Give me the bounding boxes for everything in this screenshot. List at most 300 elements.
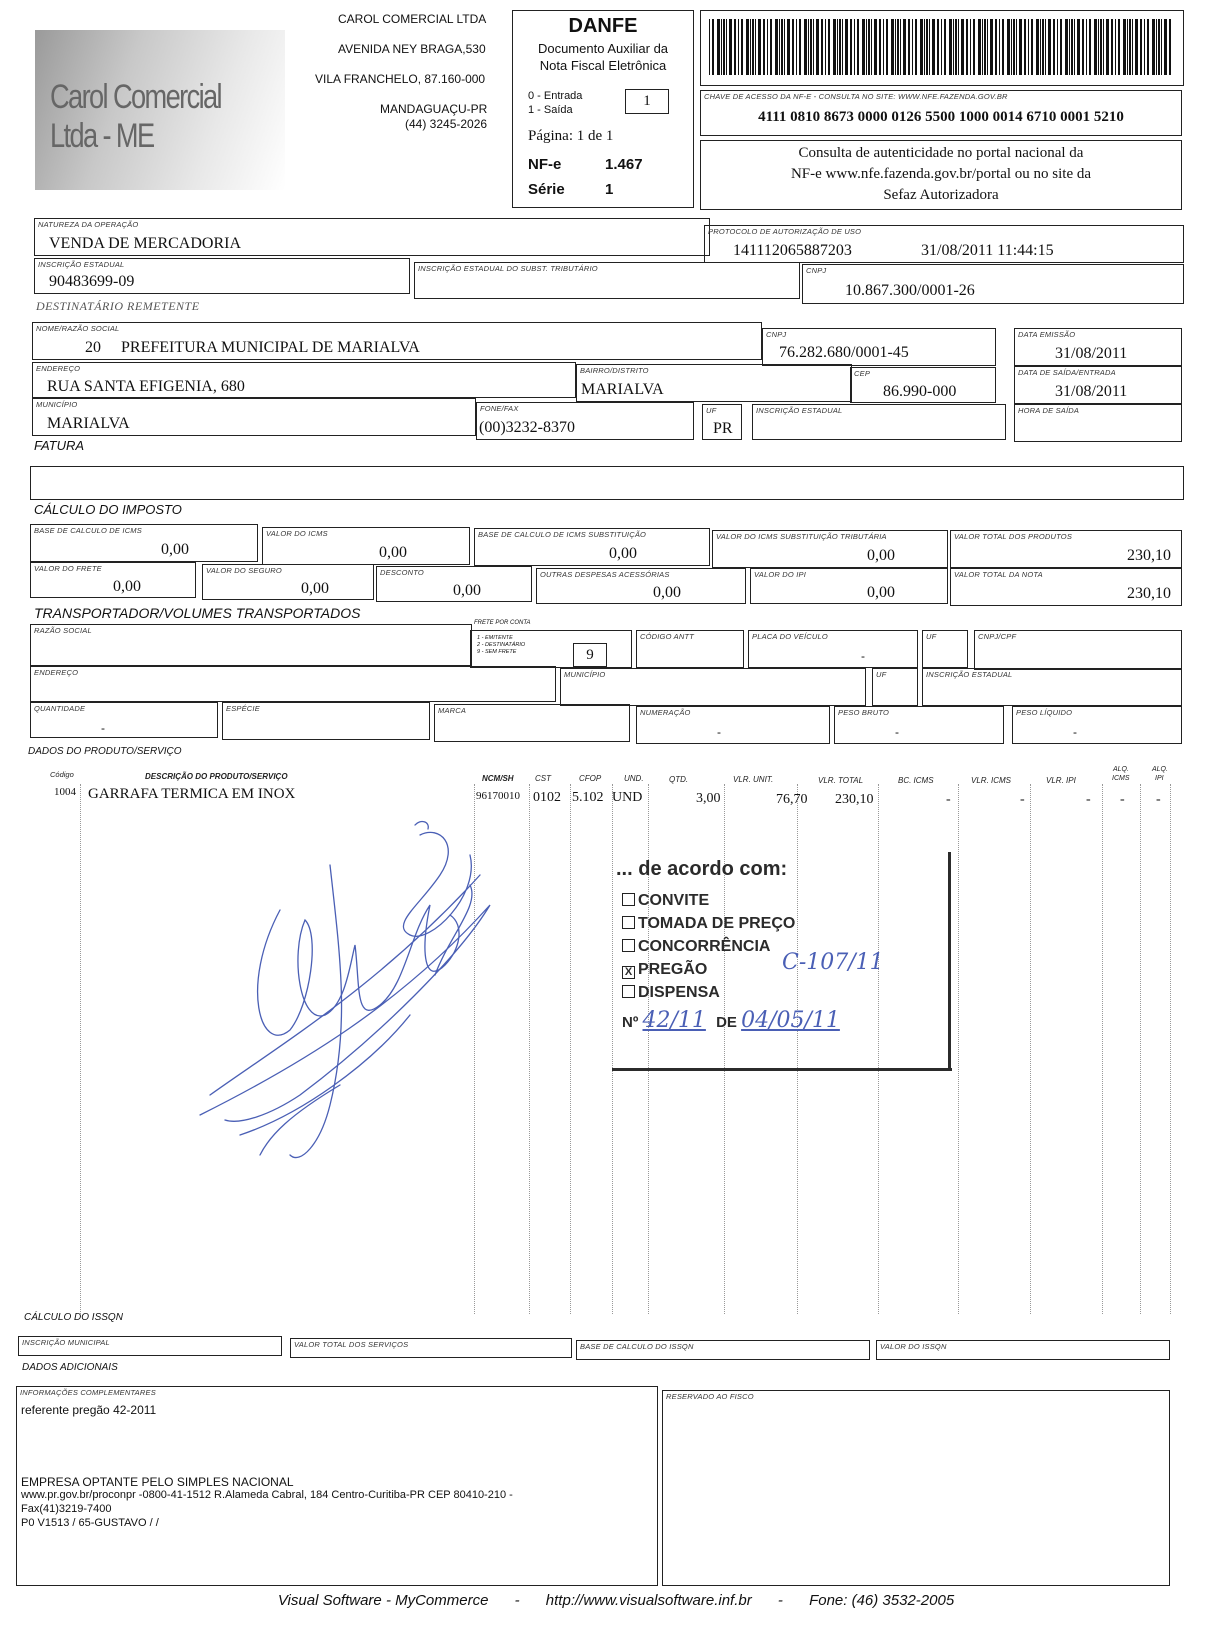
stamp-date-value: 04/05/11 bbox=[741, 1008, 840, 1033]
barcode-bar bbox=[908, 19, 910, 75]
col-und: UND. bbox=[624, 774, 644, 783]
stamp-option-tomada bbox=[622, 915, 795, 933]
barcode-bar bbox=[1161, 19, 1162, 75]
barcode-bar bbox=[903, 19, 906, 75]
access-key-box bbox=[700, 90, 1182, 136]
barcode-bar bbox=[758, 19, 761, 75]
endereco-box bbox=[32, 362, 576, 398]
info-label: INFORMAÇÕES COMPLEMENTARES bbox=[20, 1388, 156, 1397]
barcode-bar bbox=[1057, 19, 1058, 75]
access-key: 4111 0810 8673 0000 0126 5500 1000 0014 6710 0001 5210 bbox=[758, 109, 1124, 125]
barcode-bar bbox=[763, 19, 765, 75]
additional-section: DADOS ADICIONAIS bbox=[22, 1362, 118, 1373]
stamp-frame-right bbox=[948, 852, 951, 1071]
ipi-box bbox=[750, 568, 948, 604]
stamp-ref-handwritten: C-107/11 bbox=[782, 950, 884, 975]
col-divider bbox=[570, 784, 571, 1314]
peso-liq-value: - bbox=[1073, 725, 1077, 739]
barcode-bar bbox=[1152, 19, 1155, 75]
barcode-bar bbox=[723, 19, 725, 75]
stamp-no-value: 42/11 bbox=[642, 1008, 706, 1033]
fone-label: FONE/FAX bbox=[480, 404, 519, 413]
nfe-label: NF-e bbox=[528, 156, 562, 173]
barcode-bar bbox=[1140, 19, 1142, 75]
barcode-bar bbox=[1127, 19, 1128, 75]
footer-sep-2: - bbox=[777, 1592, 783, 1609]
barcode-bar bbox=[709, 19, 710, 75]
stamp-frame-bottom bbox=[612, 1068, 952, 1071]
ie-value: 90483699-09 bbox=[49, 273, 135, 290]
col-qtd: QTD. bbox=[669, 775, 689, 784]
barcode-bar bbox=[953, 19, 954, 75]
barcode-bar bbox=[1111, 19, 1113, 75]
antt-box bbox=[636, 630, 744, 668]
licitacao-stamp bbox=[612, 848, 952, 1080]
barcode-bar bbox=[1144, 19, 1145, 75]
pagina: Página: 1 de 1 bbox=[528, 128, 614, 144]
company-logo bbox=[35, 30, 285, 190]
barcode-bar bbox=[1082, 19, 1084, 75]
numeracao-label: NUMERAÇÃO bbox=[640, 708, 691, 717]
emitter-district: VILA FRANCHELO, 87.160-000 bbox=[315, 72, 486, 86]
danfe-title: DANFE bbox=[568, 15, 638, 37]
frete-value-box bbox=[573, 643, 607, 667]
barcode-bar bbox=[1002, 19, 1004, 75]
info-line-2: EMPRESA OPTANTE PELO SIMPLES NACIONAL bbox=[21, 1475, 294, 1489]
especie-label: ESPÉCIE bbox=[226, 704, 260, 713]
logo-text: Carol Comercial Ltda - ME bbox=[50, 78, 221, 155]
transp-municipio-box bbox=[560, 668, 866, 706]
peso-liq-box bbox=[1012, 706, 1182, 744]
col-vlr-ipi: VLR. IPI bbox=[1046, 776, 1076, 785]
barcode-bar bbox=[799, 19, 801, 75]
municipio-label: MUNICÍPIO bbox=[36, 400, 78, 409]
barcode-bar bbox=[781, 19, 783, 75]
footer bbox=[0, 1592, 1232, 1609]
barcode-bar bbox=[1094, 19, 1097, 75]
desconto-label: DESCONTO bbox=[380, 568, 424, 577]
row-vipi: - bbox=[1086, 792, 1091, 807]
col-descricao: DESCRIÇÃO DO PRODUTO/SERVIÇO bbox=[145, 772, 288, 781]
im-label: INSCRIÇÃO MUNICIPAL bbox=[22, 1338, 110, 1347]
barcode-bar bbox=[1147, 19, 1149, 75]
barcode-bar bbox=[1077, 19, 1080, 75]
base-st-value: 0,00 bbox=[609, 545, 637, 562]
transp-endereco-box bbox=[30, 666, 556, 702]
issqn-base-label: BASE DE CALCULO DO ISSQN bbox=[580, 1342, 694, 1351]
marca-label: MARCA bbox=[438, 706, 467, 715]
barcode-bar bbox=[712, 19, 714, 75]
recipient-name: PREFEITURA MUNICIPAL DE MARIALVA bbox=[121, 339, 420, 356]
emitter-cnpj-box bbox=[802, 264, 1184, 304]
especie-box bbox=[222, 702, 430, 740]
barcode-bar bbox=[813, 19, 814, 75]
barcode-bar bbox=[868, 19, 870, 75]
barcode-bar bbox=[920, 19, 923, 75]
footer-site[interactable]: http://www.visualsoftware.inf.br bbox=[545, 1592, 752, 1609]
barcode-bar bbox=[738, 19, 739, 75]
access-key-label: CHAVE DE ACESSO DA NF-E - CONSULTA NO SITE: WWW.NFE.FAZENDA.GOV.BR bbox=[704, 92, 1008, 101]
info-line-4: Fax(41)3219-7400 bbox=[21, 1503, 112, 1515]
col-alq-icms-1: ALQ. bbox=[1113, 766, 1129, 773]
footer-sep-1: - bbox=[514, 1592, 520, 1609]
peso-bruto-box bbox=[834, 706, 1004, 744]
col-bc-icms: BC. ICMS bbox=[898, 776, 934, 785]
barcode-bar bbox=[839, 19, 841, 75]
col-alq-icms-2: ICMS bbox=[1112, 775, 1130, 782]
hora-label: HORA DE SAÍDA bbox=[1018, 406, 1080, 415]
placa-box bbox=[748, 630, 918, 668]
uf-value: PR bbox=[713, 420, 733, 437]
ie-st-box bbox=[414, 262, 800, 299]
total-prod-value: 230,10 bbox=[1127, 547, 1171, 564]
row-cfop: 5.102 bbox=[572, 790, 604, 805]
frete-value: 9 bbox=[586, 647, 594, 663]
col-ncm: NCM/SH bbox=[482, 774, 514, 783]
row-codigo: 1004 bbox=[54, 786, 76, 798]
saida-label: 1 - Saída bbox=[528, 104, 573, 116]
col-divider bbox=[1170, 784, 1171, 1314]
barcode-bar bbox=[755, 19, 756, 75]
signature-scribble bbox=[180, 815, 510, 1185]
recipient-cnpj-label: CNPJ bbox=[766, 330, 787, 339]
ie-box bbox=[34, 258, 410, 294]
barcode-bar bbox=[1028, 19, 1029, 75]
barcode-bar bbox=[1135, 19, 1138, 75]
valor-st-value: 0,00 bbox=[867, 547, 895, 564]
barcode-bar bbox=[926, 19, 928, 75]
row-cst: 0102 bbox=[533, 790, 561, 805]
barcode-bar bbox=[721, 19, 722, 75]
barcode-bar bbox=[1042, 19, 1044, 75]
transp-cnpj-label: CNPJ/CPF bbox=[978, 632, 1017, 641]
col-unit: VLR. UNIT. bbox=[733, 775, 774, 784]
recipient-section: DESTINATÁRIO REMETENTE bbox=[36, 299, 200, 313]
municipio-box bbox=[32, 398, 476, 436]
barcode-bar bbox=[775, 19, 778, 75]
outras-label: OUTRAS DESPESAS ACESSÓRIAS bbox=[540, 570, 670, 579]
barcode-bar bbox=[897, 19, 899, 75]
info-box bbox=[16, 1386, 658, 1586]
barcode-bar bbox=[1031, 19, 1033, 75]
barcode-bar bbox=[1053, 19, 1055, 75]
transp-endereco-label: ENDEREÇO bbox=[34, 668, 79, 677]
checkbox-icon bbox=[622, 985, 635, 998]
barcode-bar bbox=[1169, 19, 1171, 75]
col-vlr-icms: VLR. ICMS bbox=[971, 776, 1012, 785]
qtd-label: QUANTIDADE bbox=[34, 704, 86, 713]
transp-razao-label: RAZÃO SOCIAL bbox=[34, 626, 92, 635]
emitter-cnpj-label: CNPJ bbox=[806, 266, 827, 275]
protocolo-date: 31/08/2011 11:44:15 bbox=[921, 242, 1054, 259]
barcode-bar bbox=[792, 19, 794, 75]
natureza-label: NATUREZA DA OPERAÇÃO bbox=[38, 220, 139, 229]
barcode-bar bbox=[970, 19, 971, 75]
checked-box-icon: X bbox=[622, 966, 635, 979]
stamp-option-label: PREGÃO bbox=[638, 961, 708, 978]
barcode-bar bbox=[837, 19, 838, 75]
emitter-name: CAROL COMERCIAL LTDA bbox=[338, 12, 487, 26]
barcode-bar bbox=[984, 19, 986, 75]
barcode-bar bbox=[750, 19, 751, 75]
barcode-bar bbox=[1098, 19, 1099, 75]
barcode-bar bbox=[1118, 19, 1120, 75]
barcode-bar bbox=[833, 19, 836, 75]
desconto-value: 0,00 bbox=[453, 582, 481, 599]
issqn-section: CÁLCULO DO ISSQN bbox=[24, 1312, 123, 1323]
barcode-bar bbox=[717, 19, 720, 75]
frete-option-2: 2 - DESTINATÁRIO bbox=[477, 642, 526, 648]
recipient-code: 20 bbox=[85, 339, 101, 356]
endereco-label: ENDEREÇO bbox=[36, 364, 81, 373]
barcode-bar bbox=[1011, 19, 1012, 75]
fone-box bbox=[476, 402, 694, 440]
col-codigo: Código bbox=[50, 770, 74, 779]
valor-st-label: VALOR DO ICMS SUBSTITUIÇÃO TRIBUTÁRIA bbox=[716, 532, 887, 541]
valor-st-box bbox=[712, 530, 948, 568]
barcode-bar bbox=[726, 19, 727, 75]
barcode-bar bbox=[1115, 19, 1116, 75]
barcode-bar bbox=[784, 19, 785, 75]
barcode-bar bbox=[1106, 19, 1109, 75]
barcode-bar bbox=[955, 19, 957, 75]
barcode-bar bbox=[1007, 19, 1010, 75]
barcode-bar bbox=[842, 19, 843, 75]
consult-box bbox=[700, 140, 1182, 210]
row-vicms: - bbox=[1020, 792, 1025, 807]
barcode-bar bbox=[1158, 19, 1160, 75]
ipi-label: VALOR DO IPI bbox=[754, 570, 806, 579]
bairro-label: BAIRRO/DISTRITO bbox=[580, 366, 649, 375]
barcode-bar bbox=[990, 19, 993, 75]
barcode-bar bbox=[900, 19, 901, 75]
hora-box bbox=[1014, 404, 1182, 442]
protocolo-box bbox=[704, 225, 1184, 263]
row-und: UND bbox=[612, 790, 643, 805]
barcode bbox=[709, 19, 1175, 75]
info-line-1: referente pregão 42-2011 bbox=[21, 1403, 157, 1417]
consult-line-3: Sefaz Autorizadora bbox=[883, 187, 999, 203]
serie-label: Série bbox=[528, 181, 565, 198]
row-qtd: 3,00 bbox=[696, 791, 721, 806]
seguro-box bbox=[202, 564, 374, 600]
barcode-bar bbox=[1156, 19, 1157, 75]
saida-value: 31/08/2011 bbox=[1055, 383, 1128, 400]
barcode-bar bbox=[866, 19, 867, 75]
barcode-bar bbox=[804, 19, 807, 75]
col-total: VLR. TOTAL bbox=[818, 776, 864, 785]
checkbox-icon bbox=[622, 893, 635, 906]
municipio-value: MARIALVA bbox=[47, 415, 130, 432]
natureza-box bbox=[34, 218, 710, 256]
barcode-bar bbox=[944, 19, 946, 75]
fatura-section: FATURA bbox=[34, 438, 85, 453]
barcode-bar bbox=[770, 19, 772, 75]
base-st-label: BASE DE CALCULO DE ICMS SUBSTITUIÇÃO bbox=[478, 530, 647, 539]
valor-icms-box bbox=[262, 527, 470, 565]
peso-bruto-value: - bbox=[895, 725, 899, 739]
barcode-bar bbox=[729, 19, 732, 75]
barcode-bar bbox=[1089, 19, 1091, 75]
total-prod-label: VALOR TOTAL DOS PRODUTOS bbox=[954, 532, 1073, 541]
barcode-bar bbox=[825, 19, 826, 75]
danfe-subtitle-2: Nota Fiscal Eletrônica bbox=[539, 58, 667, 73]
barcode-bar bbox=[850, 19, 852, 75]
barcode-bar bbox=[821, 19, 823, 75]
antt-label: CÓDIGO ANTT bbox=[640, 632, 695, 641]
row-descricao: GARRAFA TERMICA EM INOX bbox=[88, 786, 296, 802]
natureza-value: VENDA DE MERCADORIA bbox=[49, 235, 241, 252]
col-divider bbox=[1030, 784, 1031, 1314]
transp-cnpj-box bbox=[974, 630, 1182, 670]
col-cfop: CFOP bbox=[579, 774, 602, 783]
barcode-bar bbox=[1016, 19, 1017, 75]
barcode-bar bbox=[987, 19, 988, 75]
entrada-label: 0 - Entrada bbox=[528, 90, 583, 102]
desconto-box bbox=[376, 566, 532, 602]
emissao-value: 31/08/2011 bbox=[1055, 345, 1128, 362]
bairro-value: MARIALVA bbox=[581, 381, 664, 398]
marca-box bbox=[434, 704, 630, 742]
barcode-bar bbox=[915, 19, 917, 75]
qtd-value: - bbox=[101, 721, 105, 735]
barcode-bar bbox=[941, 19, 942, 75]
protocolo-label: PROTOCOLO DE AUTORIZAÇÃO DE USO bbox=[708, 227, 862, 236]
checkbox-icon bbox=[622, 916, 635, 929]
stamp-no-line bbox=[622, 1008, 840, 1033]
barcode-bar bbox=[1071, 19, 1073, 75]
total-nota-box bbox=[950, 568, 1182, 606]
barcode-bar bbox=[879, 19, 881, 75]
barcode-bar bbox=[845, 19, 848, 75]
total-nota-label: VALOR TOTAL DA NOTA bbox=[954, 570, 1043, 579]
barcode-bar bbox=[871, 19, 872, 75]
uf-box bbox=[702, 404, 742, 440]
barcode-bar bbox=[734, 19, 736, 75]
im-box bbox=[18, 1336, 282, 1356]
stamp-option-dispensa bbox=[622, 984, 720, 1002]
nfe-number: 1.467 bbox=[605, 156, 643, 173]
barcode-bar bbox=[796, 19, 797, 75]
col-alq-ipi-2: IPI bbox=[1155, 775, 1164, 782]
barcode-bar bbox=[1129, 19, 1131, 75]
stamp-option-label: TOMADA DE PREÇO bbox=[638, 915, 796, 932]
recipient-cnpj-value: 76.282.680/0001-45 bbox=[779, 344, 909, 361]
emitter-city: MANDAGUAÇU-PR bbox=[380, 102, 488, 116]
tipo-value: 1 bbox=[643, 93, 651, 109]
transp-ie-box bbox=[922, 668, 1182, 706]
stamp-option-pregao bbox=[622, 961, 707, 979]
valor-icms-value: 0,00 bbox=[379, 544, 407, 561]
barcode-bar bbox=[1013, 19, 1015, 75]
danfe-subtitle-1: Documento Auxiliar da bbox=[537, 41, 669, 56]
ipi-value: 0,00 bbox=[867, 584, 895, 601]
uf-label: UF bbox=[706, 406, 717, 415]
barcode-bar bbox=[1100, 19, 1102, 75]
ie-label: INSCRIÇÃO ESTADUAL bbox=[38, 260, 125, 269]
transp-uf-label: UF bbox=[926, 632, 937, 641]
issqn-valor-label: VALOR DO ISSQN bbox=[880, 1342, 947, 1351]
barcode-bar bbox=[1123, 19, 1126, 75]
barcode-bar bbox=[787, 19, 790, 75]
col-divider bbox=[80, 784, 81, 1314]
stamp-option-label: CONVITE bbox=[638, 892, 710, 909]
info-line-3: www.pr.gov.br/proconpr -0800-41-1512 R.Alameda Cabral, 184 Centro-Curitiba-PR CEP 80410-210 - bbox=[21, 1489, 513, 1501]
qtd-box bbox=[30, 702, 218, 738]
row-unit: 76,70 bbox=[776, 792, 808, 807]
cep-label: CEP bbox=[854, 369, 871, 378]
transp-ie-label: INSCRIÇÃO ESTADUAL bbox=[926, 670, 1013, 679]
serie-number: 1 bbox=[605, 181, 614, 198]
barcode-bar bbox=[891, 19, 894, 75]
barcode-bar bbox=[1036, 19, 1039, 75]
col-divider bbox=[529, 784, 530, 1314]
barcode-bar bbox=[1048, 19, 1051, 75]
transp-municipio-label: MUNICÍPIO bbox=[564, 670, 606, 679]
barcode-bar bbox=[883, 19, 884, 75]
placa-value: - bbox=[861, 649, 865, 663]
barcode-bar bbox=[978, 19, 981, 75]
seguro-value: 0,00 bbox=[301, 580, 329, 597]
cep-box bbox=[850, 367, 996, 403]
emissao-box bbox=[1014, 328, 1182, 366]
barcode-bar bbox=[929, 19, 930, 75]
col-divider bbox=[958, 784, 959, 1314]
barcode-bar bbox=[995, 19, 997, 75]
transp-frete-box bbox=[470, 630, 632, 668]
base-icms-label: BASE DE CALCULO DE ICMS bbox=[34, 526, 142, 535]
barcode-bar bbox=[741, 19, 743, 75]
seguro-label: VALOR DO SEGURO bbox=[206, 566, 282, 575]
base-icms-value: 0,00 bbox=[161, 541, 189, 558]
fisco-label: RESERVADO AO FISCO bbox=[666, 1392, 754, 1401]
products-section: DADOS DO PRODUTO/SERVIÇO bbox=[28, 746, 182, 757]
barcode-bar bbox=[828, 19, 830, 75]
servicos-box bbox=[290, 1338, 572, 1358]
fatura-box bbox=[30, 466, 1184, 500]
issqn-valor-box bbox=[876, 1340, 1170, 1360]
row-bc: - bbox=[946, 792, 951, 807]
emissao-label: DATA EMISSÃO bbox=[1018, 330, 1076, 339]
barcode-bar bbox=[746, 19, 749, 75]
barcode-bar bbox=[752, 19, 754, 75]
checkbox-icon bbox=[622, 939, 635, 952]
total-prod-box bbox=[950, 530, 1182, 568]
barcode-bar bbox=[895, 19, 896, 75]
stamp-de-prefix: DE bbox=[716, 1014, 737, 1031]
fisco-box bbox=[662, 1390, 1170, 1586]
issqn-base-box bbox=[576, 1340, 870, 1360]
tax-section: CÁLCULO DO IMPOSTO bbox=[34, 502, 182, 517]
barcode-bar bbox=[1132, 19, 1133, 75]
stamp-option-label: DISPENSA bbox=[638, 984, 720, 1001]
row-total: 230,10 bbox=[835, 792, 874, 807]
recipient-cnpj-box bbox=[762, 328, 996, 366]
transp-uf-box bbox=[922, 630, 968, 668]
nome-label: NOME/RAZÃO SOCIAL bbox=[36, 324, 120, 333]
barcode-bar bbox=[854, 19, 855, 75]
numeracao-value: - bbox=[717, 725, 721, 739]
base-icms-box bbox=[30, 524, 258, 562]
barcode-bar bbox=[932, 19, 935, 75]
frete-box bbox=[30, 562, 196, 598]
stamp-option-label: CONCORRÊNCIA bbox=[638, 938, 771, 955]
frete-option-1: 1 - EMITENTE bbox=[477, 635, 513, 641]
frete-value: 0,00 bbox=[113, 578, 141, 595]
stamp-option-convite bbox=[622, 892, 709, 910]
row-aipi: - bbox=[1156, 792, 1161, 807]
barcode-bar bbox=[816, 19, 819, 75]
